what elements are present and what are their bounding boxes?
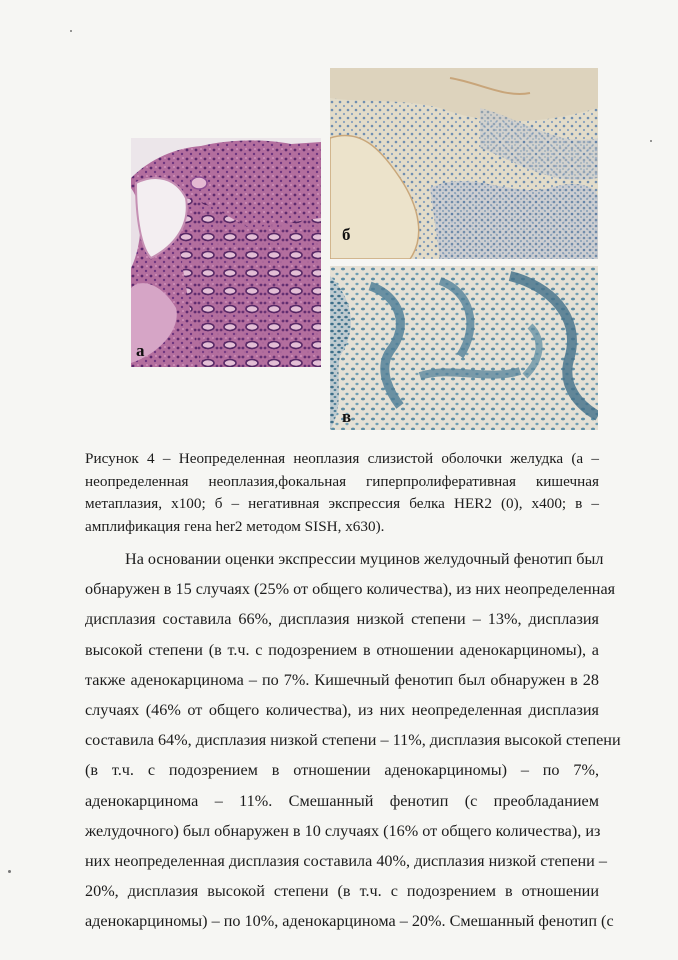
- caption-line: метаплазия, х100; б – негативная экспрессия белка HER2 (0), х400; в –: [85, 495, 599, 512]
- body-line: также аденокарцинома – по 7%. Кишечный фенотип был обнаружен в 28: [85, 670, 599, 689]
- body-line: аденокарцинома – 11%. Смешанный фенотип (с преобладанием: [85, 791, 599, 810]
- body-line: обнаружен в 15 случаях (25% от общего количества), из них неопределенная: [85, 580, 616, 599]
- body-line: 20%, дисплазия высокой степени (в т.ч. с подозрением в отношении: [85, 882, 599, 901]
- panel-label-v: в: [342, 407, 352, 426]
- her2-ihc-micrograph: [330, 68, 598, 259]
- caption-line: неопределенная неоплазия,фокальная гиперпролиферативная кишечная: [85, 472, 599, 490]
- body-line: составила 64%, дисплазия низкой степени – 11%, дисплазия высокой степени: [85, 731, 621, 750]
- body-paragraph: [85, 544, 621, 937]
- he-stain-micrograph: [131, 138, 321, 367]
- scan-speck: [650, 140, 652, 142]
- panel-label-b: б: [342, 225, 351, 244]
- body-line: них неопределенная дисплазия составила 40%, дисплазия низкой степени –: [85, 852, 607, 871]
- sish-micrograph: [330, 266, 598, 430]
- body-line: высокой степени (в т.ч. с подозрением в отношении аденокарциномы), а: [85, 640, 599, 659]
- caption-line: амплификация гена her2 методом SISH, х630).: [85, 517, 385, 535]
- body-line: случаях (46% от общего количества), из них неопределенная дисплазия: [85, 701, 599, 720]
- body-line: дисплазия составила 66%, дисплазия низкой степени – 13%, дисплазия: [85, 610, 599, 629]
- panel-label-a: а: [136, 341, 145, 360]
- micrograph-panel-a: [131, 138, 321, 367]
- scan-speck: [8, 870, 11, 873]
- body-line: На основании оценки экспрессии муцинов желудочный фенотип был: [125, 550, 604, 568]
- caption-line: Рисунок 4 – Неопределенная неоплазия слизистой оболочки желудка (а –: [85, 450, 599, 467]
- body-line: желудочного) был обнаружен в 10 случаях (16% от общего количества), из: [85, 821, 601, 840]
- figure-caption: [85, 448, 599, 538]
- body-line: аденокарциномы) – по 10%, аденокарцинома – 20%. Смешанный фенотип (с: [85, 912, 614, 931]
- scan-speck: [70, 30, 72, 32]
- micrograph-panel-b: [330, 68, 598, 259]
- micrograph-panel-v: [330, 266, 598, 430]
- body-line: (в т.ч. с подозрением в отношении аденокарциномы) – по 7%,: [85, 761, 599, 780]
